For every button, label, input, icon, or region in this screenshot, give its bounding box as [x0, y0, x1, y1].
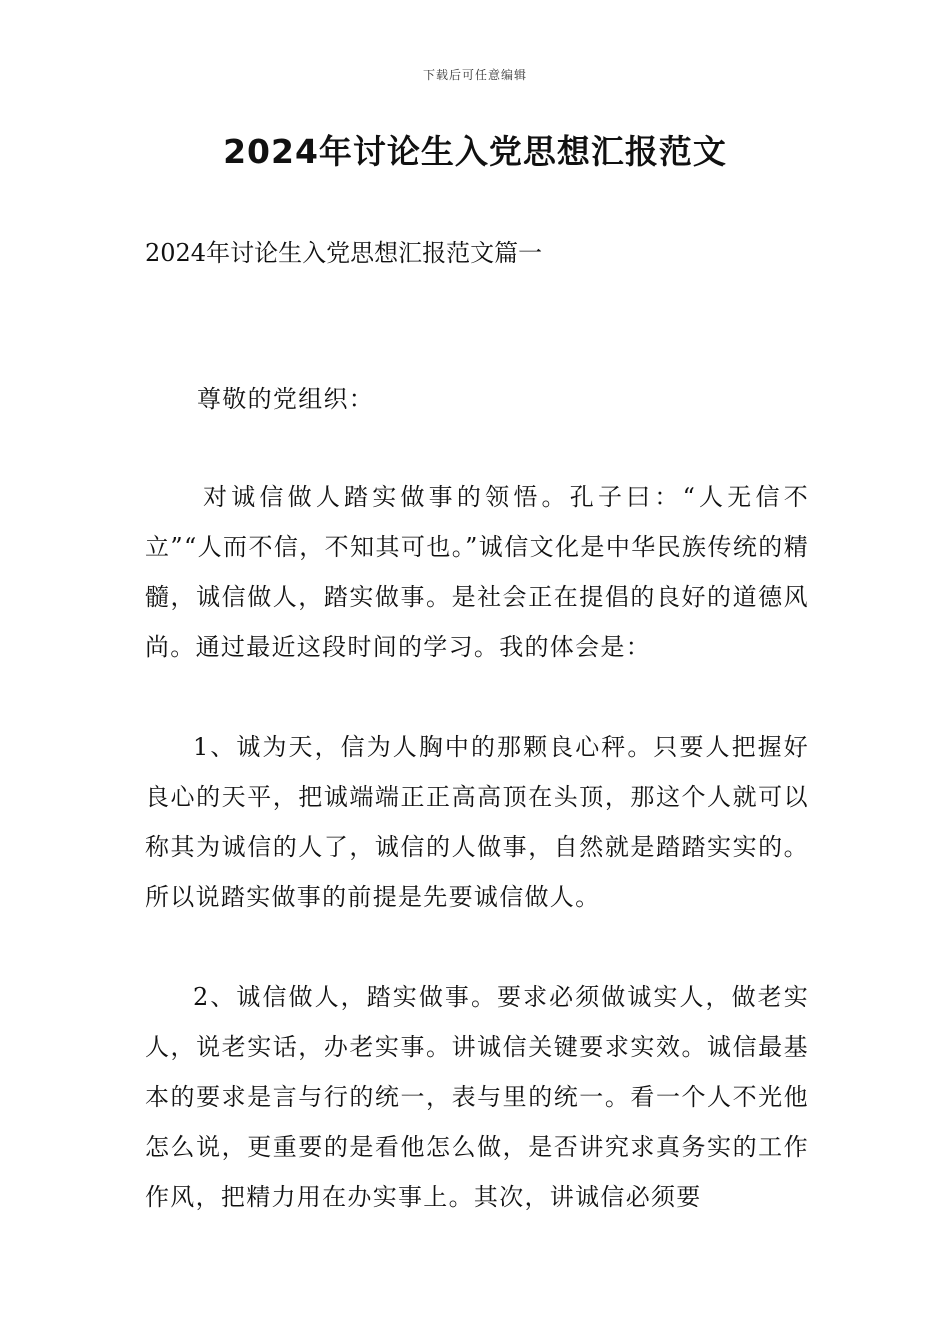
document-subtitle: 2024年讨论生入党思想汇报范文篇一 — [145, 239, 543, 267]
salutation: 尊敬的党组织： — [197, 385, 375, 413]
paragraph-1: 对诚信做人踏实做事的领悟。孔子曰：“人无信不立”“人而不信，不知其可也。”诚信文化是中华民族传统的精髓，诚信做人，踏实做事。是社会正在提倡的良好的道德风尚。通过最近这段时间的学习。我的体会是： — [145, 483, 809, 661]
paragraph-3: 2、诚信做人，踏实做事。要求必须做诚实人，做老实人，说老实话，办老实事。讲诚信关键要求实效。诚信最基本的要求是言与行的统一，表与里的统一。看一个人不光他怎么说，更重要的是看他怎么做，是否讲究求真务实的工作作风，把精力用在办实事上。其次，讲诚信必须要 — [145, 983, 809, 1211]
paragraph-2: 1、诚为天，信为人胸中的那颗良心秤。只要人把握好良心的天平，把诚端端正正高高顶在头顶，那这个人就可以称其为诚信的人了，诚信的人做事，自然就是踏踏实实的。所以说踏实做事的前提是先要诚信做人。 — [145, 733, 809, 911]
document-title: 2024年讨论生入党思想汇报范文 — [223, 132, 727, 171]
header-note: 下载后可任意编辑 — [422, 68, 527, 82]
